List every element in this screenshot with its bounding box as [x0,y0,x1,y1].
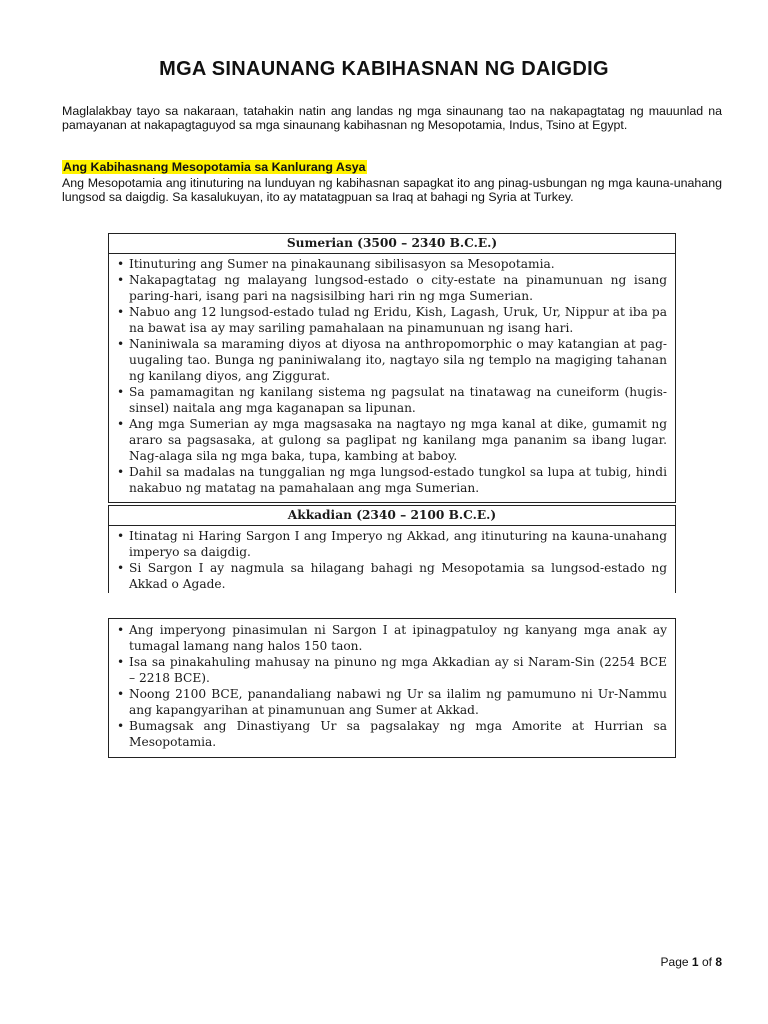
page-indicator [661,955,722,969]
list-item: • Nakapagtatag ng malayang lungsod-estado o city-estate na pinamunuan ng isang paring-hari, isang pari na nagsisilbing hari rin ng mga Sumerian. [117,272,667,304]
akkadian-table-continued [108,618,676,758]
akkadian-list [109,526,675,592]
sumerian-list [109,254,675,496]
list-item: • Sa pamamagitan ng kanilang sistema ng pagsulat na tinatawag na cuneiform (hugis-sinsel) naitala ang mga kaganapan sa lipunan. [117,384,667,416]
list-item: • Itinuturing ang Sumer na pinakaunang sibilisasyon sa Mesopotamia. [117,256,667,272]
list-item: • Naniniwala sa maraming diyos at diyosa na anthropomorphic o may katangian at pag-uugaling tao. Bunga ng paniniwalang ito, nagtayo sila ng templo na magiging tahanan ng kanilang diyos, ang Ziggurat. [117,336,667,384]
list-item: • Nabuo ang 12 lungsod-estado tulad ng Eridu, Kish, Lagash, Uruk, Ur, Nippur at iba pa na bawat isa ay may sariling pamahalaan na pinamunuan ng isang hari. [117,304,667,336]
page-label: Page [660,955,689,969]
section-heading: Ang Kabihasnang Mesopotamia sa Kanlurang Asya [63,160,366,174]
page-number: 1 [691,955,699,969]
list-item: • Bumagsak ang Dinastiyang Ur sa pagsalakay ng mga Amorite at Hurrian sa Mesopotamia. [117,718,667,750]
document-title: MGA SINAUNANG KABIHASNAN NG DAIGDIG [159,58,609,80]
list-item: • Ang mga Sumerian ay mga magsasaka na nagtayo ng mga kanal at dike, gumamit ng araro sa pagsasaka, at gulong sa paglipat ng kanilang mga pananim sa ibang lugar. Nag-alaga sila ng mga baka, tupa, kambing at baboy. [117,416,667,464]
sumerian-table [108,233,676,503]
list-item: • Ang imperyong pinasimulan ni Sargon I at ipinagpatuloy ng kanyang mga anak ay tumagal lamang nang halos 150 taon. [117,622,667,654]
list-item: • Si Sargon I ay nagmula sa hilagang bahagi ng Mesopotamia sa lungsod-estado ng Akkad o Agade. [117,560,667,592]
akkadian-table [108,505,676,593]
sumerian-header: Sumerian (3500 – 2340 B.C.E.) [109,234,675,254]
list-item: • Noong 2100 BCE, panandaliang nabawi ng Ur sa ilalim ng pamumuno ni Ur-Nammu ang kapangyarihan at pinamunuan ang Sumer at Akkad. [117,686,667,718]
list-item: • Isa sa pinakahuling mahusay na pinuno ng mga Akkadian ay si Naram-Sin (2254 BCE – 2218 BCE). [117,654,667,686]
akkadian-continued-list [109,619,675,750]
akkadian-header: Akkadian (2340 – 2100 B.C.E.) [109,506,675,526]
of-label: of [701,955,712,969]
list-item: • Itinatag ni Haring Sargon I ang Imperyo ng Akkad, ang itinuturing na kauna-unahang imperyo sa daigdig. [117,528,667,560]
list-item: • Dahil sa madalas na tunggalian ng mga lungsod-estado tungkol sa lupa at tubig, hindi nakabuo ng matatag na pamahalaan ang mga Sumerian. [117,464,667,496]
section-paragraph: Ang Mesopotamia ang itinuturing na lunduyan ng kabihasnan sapagkat ito ang pinag-usbungan ng mga kauna-unahang lungsod sa daigdig. Sa kasalukuyan, ito ay matatagpuan sa Iraq at bahagi ng Syria at Turkey. [62,176,722,204]
intro-paragraph: Maglalakbay tayo sa nakaraan, tatahakin natin ang landas ng mga sinaunang tao na nakapagtatag ng mauunlad na pamayanan at nakapagtaguyod sa mga sinaunang kabihasnan ng Mesopotamia, Indus, Tsino at Egypt. [62,104,722,132]
total-pages: 8 [715,955,722,969]
